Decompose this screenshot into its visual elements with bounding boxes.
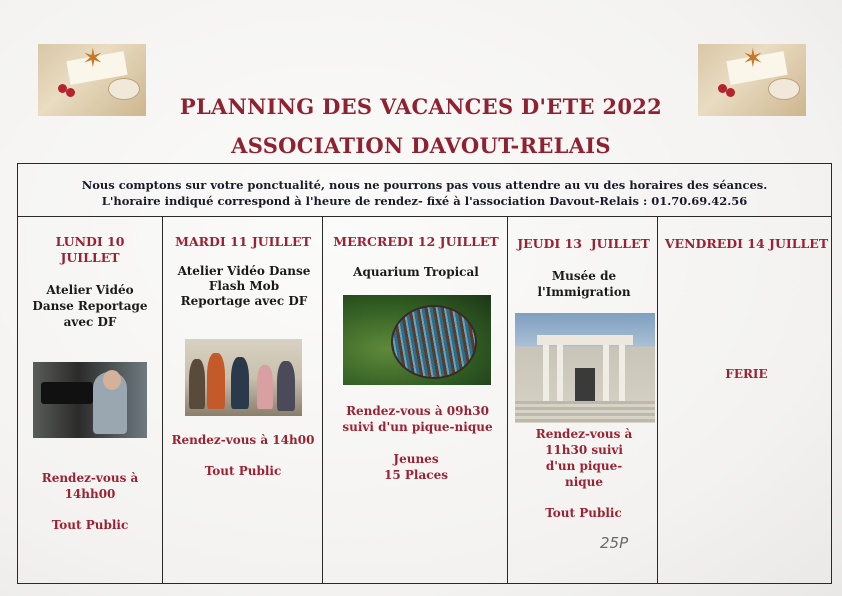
day-wednesday-activity: Aquarium Tropical [353, 265, 479, 279]
video-workshop-photo [33, 362, 147, 438]
day-monday-activity: Atelier Vidéo Danse Reportage avec DF [32, 283, 148, 329]
day-wednesday-public: Jeunes [393, 452, 439, 466]
day-friday-status: FERIE [725, 367, 768, 381]
day-thursday-rdv: Rendez-vous à 11h30 suivi d'un pique-nique [535, 427, 633, 489]
day-wednesday-places: 15 Places [384, 468, 448, 482]
column-divider [162, 216, 163, 584]
page-title: PLANNING DES VACANCES D'ETE 2022 [179, 94, 663, 119]
day-tuesday-date: MARDI 11 JUILLET [175, 234, 311, 249]
column-divider [657, 216, 658, 584]
day-thursday-date: JEUDI 13 JUILLET [517, 236, 650, 251]
day-monday-rdv: Rendez-vous à 14hh00 [41, 471, 139, 501]
day-wednesday-date: MERCREDI 12 JUILLET [333, 234, 499, 249]
notice-line-1: Nous comptons sur votre ponctualité, nous ne pourrons pas vous attendre au vu des horaires des séances. [81, 178, 768, 192]
day-friday-date: VENDREDI 14 JUILLET [664, 236, 829, 251]
day-wednesday-rdv: Rendez-vous à 09h30 suivi d'un pique-nique [342, 404, 493, 434]
column-divider [507, 216, 508, 584]
beach-decoration-image-left: ✶ [38, 44, 146, 116]
handwritten-note: 25P [600, 534, 629, 552]
day-monday-public: Tout Public [51, 518, 129, 532]
column-divider [322, 216, 323, 584]
day-tuesday-activity: Atelier Vidéo Danse Flash Mob Reportage avec DF [177, 264, 311, 308]
table-divider [17, 216, 832, 217]
page-subtitle: ASSOCIATION DAVOUT-RELAIS [231, 133, 611, 158]
beach-decoration-image-right: ✶ [698, 44, 806, 116]
day-monday-date: LUNDI 10 JUILLET [55, 234, 125, 265]
day-thursday-activity: Musée de l'Immigration [537, 269, 631, 299]
day-thursday-public: Tout Public [545, 506, 622, 520]
aquarium-fish-photo [343, 295, 491, 385]
museum-building-photo [515, 313, 655, 423]
dance-workshop-photo [185, 339, 302, 416]
notice-line-2: L'horaire indiqué correspond à l'heure de rendez- fixé à l'association Davout-Relais : 01.70.69.42.56 [101, 194, 748, 208]
day-tuesday-rdv: Rendez-vous à 14h00 [171, 433, 315, 447]
day-tuesday-public: Tout Public [204, 464, 282, 478]
